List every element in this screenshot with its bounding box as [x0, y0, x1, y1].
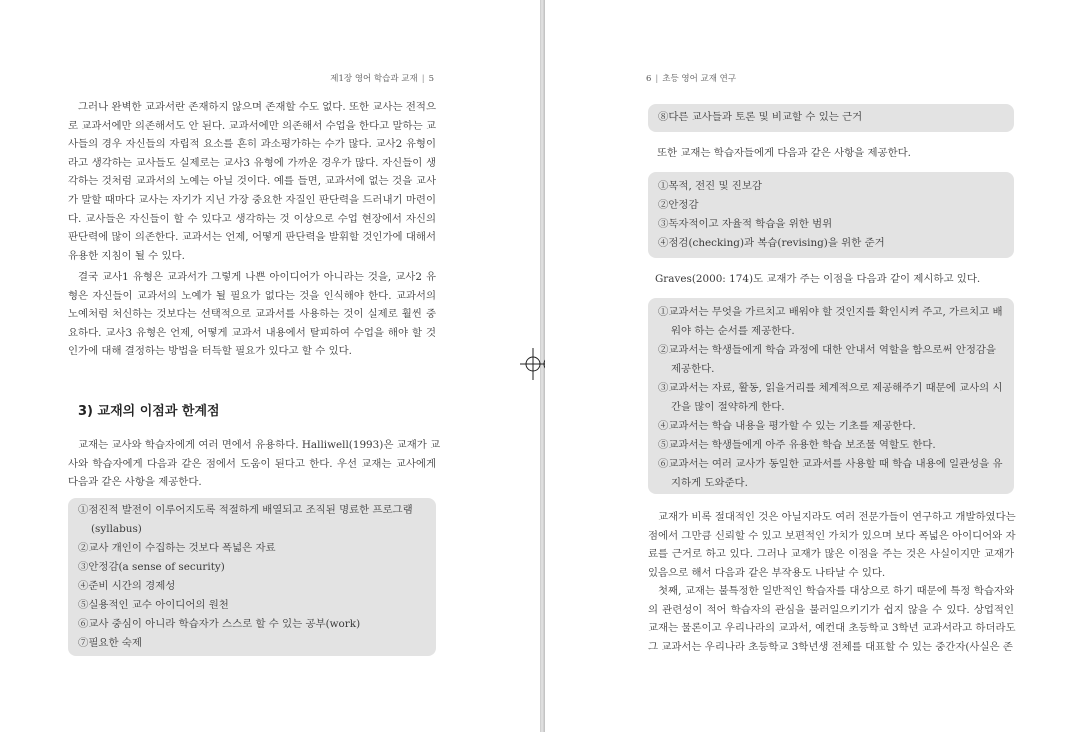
- box-item: [658, 196, 699, 215]
- paragraph-textbook-drawbacks: [648, 508, 1014, 582]
- box-item: [78, 596, 229, 615]
- left-running-head: 제1장 영어 학습과 교재 | 5: [330, 74, 434, 84]
- learner-benefits-box: [648, 172, 1014, 258]
- box-item-text: ③안정감(a sense of security): [78, 561, 225, 573]
- left-page: [0, 0, 540, 732]
- box-item-text: ③독자적이고 자율적 학습을 위한 범위: [658, 218, 833, 230]
- paragraph-teacher-types: [68, 268, 436, 361]
- text-line: Graves(2000: 174)도 교재가 주는 이점을 다음과 같이 제시하고 있다.: [655, 273, 981, 285]
- box-item-text: ⑤교과서는 학생들에게 아주 유용한 학습 보조물 역할도 한다.: [658, 439, 936, 451]
- text-line: 의 관련성이 적어 학습자의 관심을 불러일으키기가 쉽지 않을 수 있다. 상업적인: [648, 603, 1014, 616]
- box-item-text: ④교과서는 학습 내용을 평가할 수 있는 기초를 제공한다.: [658, 420, 916, 432]
- paragraph-first-drawback: [648, 582, 1014, 656]
- paragraph-learner-intro: [657, 144, 1017, 163]
- box-item: [78, 577, 175, 596]
- box-item-text: ②교사 개인이 수집하는 것보다 폭넓은 자료: [78, 542, 276, 554]
- box-item-text: ①목적, 전진 및 진보감: [658, 180, 762, 192]
- box-item-continuation: 지하게 도와준다.: [671, 476, 748, 489]
- box-item: [78, 539, 276, 558]
- text-line: 다. 교사들은 자신들이 할 수 있다고 생각하는 것 이상으로 수업 현장에서 자신의: [68, 212, 436, 225]
- text-line: 결국 교사1 유형은 교과서가 그렇게 나쁜 아이디어가 아니라는 것을, 교사2 유: [78, 271, 436, 283]
- box-item: [78, 615, 360, 634]
- box-item-text: ②교과서는 학생들에게 학습 과정에 대한 안내서 역할을 함으로써 안정감을: [658, 344, 996, 356]
- text-line: 판단력에 많이 의존한다. 교과서는 언제, 어떻게 판단력을 발휘할 것인가에 대해서: [68, 231, 436, 244]
- text-line: 교재는 물론이고 우리나라의 교과서, 예컨대 초등학교 3학년 교과서라고 하더라도: [648, 622, 1016, 635]
- right-running-head: 6 | 초등 영어 교재 연구: [646, 74, 737, 84]
- text-line: 사와 학습자에게 다음과 같은 점에서 도움이 된다고 한다. 우선 교재는 교사에게: [68, 457, 436, 470]
- box-item: [78, 634, 142, 653]
- box-item: [658, 234, 885, 253]
- text-line: 인가에 대해 결정하는 방법을 터득할 필요가 있다고 할 수 있다.: [68, 345, 352, 358]
- text-line: 형은 자신들이 교과서의 노예가 될 필요가 없다는 것을 인식해야 한다. 교과서의: [68, 289, 436, 302]
- box-item-text: ⑤실용적인 교수 아이디어의 원천: [78, 599, 229, 611]
- box-item: [658, 177, 762, 196]
- box-item-text: ⑥교사 중심이 아니라 학습자가 스스로 할 수 있는 공부(work): [78, 618, 361, 630]
- text-line: 노예처럼 처신하는 것보다는 선택적으로 교과서를 사용하는 것이 실제로 훨씬 중: [68, 308, 436, 321]
- text-line: 료를 근거로 하고 있다. 그러나 교재가 많은 이점을 주는 것은 사실이지만 교재가: [648, 548, 1014, 561]
- text-line: 가 말할 때마다 교사는 자기가 지닌 가장 중요한 자질인 판단력을 드러내기 마련이: [68, 193, 436, 206]
- text-line: 있음으로 해서 다음과 같은 부작용도 나타날 수 있다.: [648, 566, 886, 579]
- text-line: 라고 생각하는 교사들도 실제로는 교사3 유형에 가까운 경우가 많다. 자신들이 생: [68, 156, 436, 169]
- box-item: [658, 455, 1003, 492]
- text-line: 로 교과서에만 의존해서도 안 된다. 교과서에만 의존해서 수업을 한다고 말하는 교: [68, 119, 436, 132]
- box-item-text: ①점진적 발전이 이루어지도록 적절하게 배열되고 조직된 명료한 프로그램: [78, 504, 413, 516]
- text-line: 그러나 완벽한 교과서란 존재하지 않으며 존재할 수도 없다. 또한 교사는 전적으: [78, 101, 436, 113]
- box-item-text: ④점검(checking)과 복습(revising)을 위한 준거: [658, 237, 885, 249]
- section-heading: 3) 교재의 이점과 한계점: [78, 404, 220, 419]
- box-item: [658, 215, 832, 234]
- box-item-text: ⑥교과서는 여러 교사가 동일한 교과서를 사용할 때 학습 내용에 일관성을 유: [658, 458, 1003, 470]
- text-line: 다음과 같은 사항을 제공한다.: [68, 476, 202, 489]
- box-item-text: ⑦필요한 숙제: [78, 637, 142, 649]
- box-item-text: ①교과서는 무엇을 가르치고 배워야 할 것인지를 확인시켜 주고, 가르치고 배: [658, 306, 1003, 318]
- comparison-basis-box: [648, 104, 1014, 132]
- teacher-benefits-box: [68, 498, 436, 656]
- box-item: [658, 436, 936, 455]
- box-item-continuation: (syllabus): [91, 522, 142, 535]
- text-line: 점에서 그만큼 신뢰할 수 있고 보편적인 가치가 있으며 보다 폭넓은 아이디어와 자: [648, 529, 1016, 542]
- box-item: [658, 417, 916, 436]
- paragraph-imperfect-textbook: [68, 98, 436, 265]
- paragraph-graves: [655, 270, 1015, 289]
- text-line: 첫째, 교재는 불특정한 일반적인 학습자를 대상으로 하기 때문에 특정 학습자와: [658, 585, 1014, 597]
- box-item-text: ②안정감: [658, 199, 699, 211]
- text-line: 사들의 경우 자신들의 자립적 요소를 흔히 과소평가하는 수가 많다. 교사2 유형이: [68, 138, 436, 151]
- box-item: ⑧다른 교사들과 토론 및 비교할 수 있는 근거: [658, 111, 863, 123]
- paragraph-halliwell: [68, 436, 441, 492]
- text-line: 또한 교재는 학습자들에게 다음과 같은 사항을 제공한다.: [657, 147, 911, 159]
- box-item: [658, 303, 1003, 340]
- chapter-title: 제1장 영어 학습과 교재: [330, 74, 418, 84]
- box-item-continuation: 제공한다.: [671, 362, 715, 375]
- box-item: [78, 501, 413, 538]
- book-title: 초등 영어 교재 연구: [662, 74, 737, 84]
- right-page: [545, 0, 1089, 732]
- text-line: 그 교과서는 우리나라 초등학교 3학년생 전체를 대표할 수 있는 중간자(사실은 존: [648, 640, 1013, 653]
- box-item-continuation: 워야 하는 순서를 제공한다.: [671, 324, 795, 337]
- text-line: 각하는 것처럼 교과서의 노예는 아닐 것이다. 예를 들면, 교과서에 없는 것을 교사: [68, 175, 436, 188]
- text-line: 교재는 교사와 학습자에게 여러 면에서 유용하다. Halliwell(1993)은 교재가 교: [78, 439, 441, 451]
- graves-benefits-box: [648, 298, 1014, 494]
- box-item-text: ③교과서는 자료, 활동, 읽을거리를 체계적으로 제공해주기 때문에 교사의 시: [658, 382, 1003, 394]
- text-line: 요하다. 교사3 유형은 언제, 어떻게 교과서 내용에서 탈피하여 수업을 해야 할 것: [68, 326, 436, 339]
- text-line: 교재가 비록 절대적인 것은 아닐지라도 여러 전문가들이 연구하고 개발하였다는: [658, 511, 1016, 523]
- box-item: [658, 379, 1003, 416]
- page-number: 6: [646, 74, 652, 84]
- page-number: 5: [428, 74, 434, 84]
- box-item-text: ④준비 시간의 경제성: [78, 580, 176, 592]
- text-line: 유용한 지침이 될 수 있다.: [68, 249, 185, 262]
- box-item-continuation: 간을 많이 절약하게 한다.: [671, 400, 785, 413]
- box-item: [78, 558, 225, 577]
- box-item: [658, 341, 996, 378]
